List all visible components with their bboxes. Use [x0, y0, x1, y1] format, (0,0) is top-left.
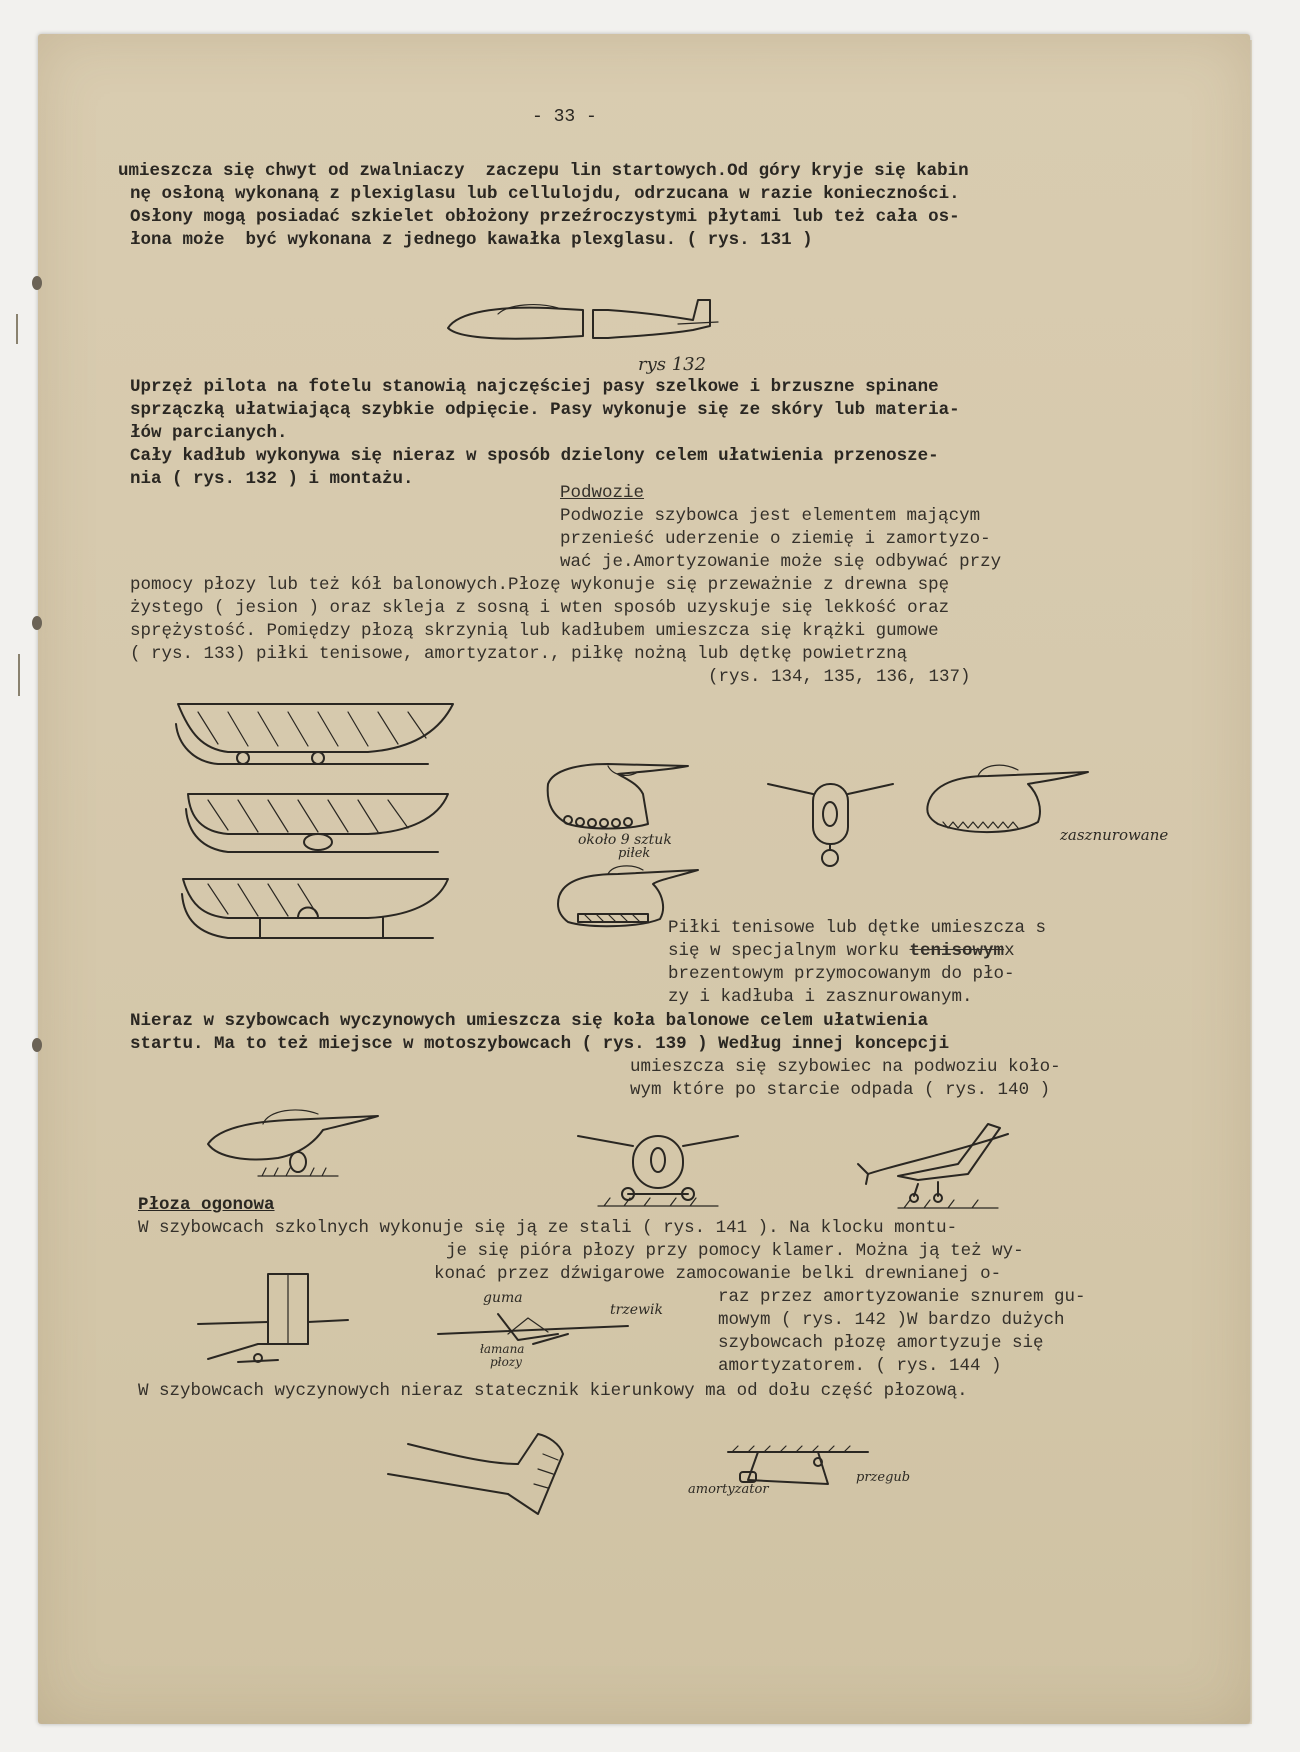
paragraph-line: Piłki tenisowe lub dętke umieszcza s [668, 918, 1047, 938]
figure-label: zasznurowane [1060, 826, 1169, 844]
paragraph-line: pomocy płozy lub też kół balonowych.Płozę wykonuje się przeważnie z drewna spę [130, 575, 950, 595]
binding-thread [16, 314, 18, 344]
paragraph-line: łów parcianych. [130, 423, 288, 443]
paragraph-line: konać przez dźwigarowe zamocowanie belki drewnianej o- [434, 1264, 1002, 1284]
paragraph-line [668, 940, 1015, 963]
paragraph-line: sprzączką ułatwiającą szybkie odpięcie. Pasy wykonuje się ze skóry lub materia- [130, 400, 960, 420]
paragraph-line: zy i kadłuba i zasznurowanym. [668, 987, 973, 1007]
paragraph-line: Podwozie szybowca jest elementem mającym [560, 506, 981, 526]
paragraph-line: amortyzatorem. ( rys. 144 ) [718, 1356, 1002, 1376]
paragraph-line: je się pióra płozy przy pomocy klamer. Można ją też wy- [446, 1241, 1024, 1261]
figure-references: (rys. 134, 135, 136, 137) [708, 667, 971, 687]
binding-hole [32, 616, 42, 630]
paragraph-line: przenieść uderzenie o ziemię i zamortyzo- [560, 529, 991, 549]
document-page [38, 34, 1250, 1724]
fuselage-split-figure [438, 294, 728, 354]
paragraph-line: wym które po starcie odpada ( rys. 140 ) [630, 1080, 1051, 1100]
figure-label: amortyzator [688, 1482, 769, 1497]
paragraph-line: łona może być wykonana z jednego kawałka plexglasu. ( rys. 131 ) [130, 230, 813, 250]
paragraph-line: ( rys. 133) piłki tenisowe, amortyzator., piłkę nożną lub dętkę powietrzną [130, 644, 908, 664]
paragraph-line: Osłony mogą posiadać szkielet obłożony przeźroczystymi płytami lub też cała os- [130, 207, 960, 227]
paragraph-line: W szybowcach wyczynowych nieraz statecznik kierunkowy ma od dołu część płozową. [138, 1381, 968, 1401]
fin-skid-figure [388, 1424, 588, 1534]
struck-word: tenisowym [909, 941, 1005, 961]
paragraph-line: umieszcza się chwyt od zwalniaczy zaczepu lin startowych.Od góry kryje się kabin [118, 161, 969, 181]
page-number: - 33 - [532, 107, 597, 127]
paragraph-line: Nieraz w szybowcach wyczynowych umieszcza się koła balonowe celem ułatwienia [130, 1011, 929, 1031]
rubber-cord-skid-figure [438, 1304, 638, 1374]
paragraph-line: umieszcza się szybowiec na podwoziu koło- [630, 1057, 1061, 1077]
paragraph-line: Cały kadłub wykonywa się nieraz w sposób dzielony celem ułatwienia przenosze- [130, 446, 939, 466]
paragraph-line: W szybowcach szkolnych wykonuje się ją ze stali ( rys. 141 ). Na klocku montu- [138, 1218, 958, 1238]
motor-glider-figure [858, 1114, 1018, 1214]
figure-caption: rys 132 [638, 354, 707, 375]
paragraph-line: nę osłoną wykonaną z plexiglasu lub cellulojdu, odrzucana w razie konieczności. [130, 184, 960, 204]
paragraph-line: brezentowym przymocowanym do pło- [668, 964, 1015, 984]
figure-label: przegub [856, 1470, 911, 1485]
section-heading: Płoza ogonowa [138, 1195, 275, 1215]
front-view-ball-figure [768, 774, 898, 884]
figure-label: około 9 sztuk [578, 832, 672, 848]
paragraph-line: szybowcach płozę amortyzuje się [718, 1333, 1044, 1353]
binding-hole [32, 276, 42, 290]
paragraph-line: startu. Ma to też miejsce w motoszybowcach ( rys. 139 ) Według innej koncepcji [130, 1034, 950, 1054]
balloon-wheel-glider-figure [198, 1104, 388, 1184]
paragraph-line: wać je.Amortyzowanie może się odbywać przy [560, 552, 1002, 572]
steel-tail-skid-figure [198, 1264, 358, 1374]
paragraph-line: mowym ( rys. 142 )W bardzo dużych [718, 1310, 1065, 1330]
skid-rubber-discs-figure [168, 694, 468, 954]
paragraph-line: raz przez amortyzowanie sznurem gu- [718, 1287, 1086, 1307]
paragraph-line: sprężystość. Pomiędzy płozą skrzynią lub kadłubem umieszcza się krążki gumowe [130, 621, 939, 641]
figure-label: trzewik [610, 1302, 663, 1318]
binding-thread [18, 654, 20, 696]
paragraph-line: żystego ( jesion ) oraz skleja z sosną i wten sposób uzyskuje się lekkość oraz [130, 598, 950, 618]
figure-label: piłek [618, 846, 651, 861]
struck-word-tail: x [1004, 941, 1015, 961]
drop-wheels-figure [578, 1124, 738, 1214]
figure-label: łamana [480, 1342, 525, 1356]
paragraph-line: Uprzęż pilota na fotelu stanowią najczęściej pasy szelkowe i brzuszne spinane [130, 377, 939, 397]
figure-label: guma [483, 1290, 523, 1306]
paragraph-line: nia ( rys. 132 ) i montażu. [130, 469, 414, 489]
binding-hole [32, 1038, 42, 1052]
figure-label: płozy [490, 1355, 522, 1369]
paragraph-line-text: się w specjalnym worku [668, 941, 910, 961]
section-heading: Podwozie [560, 483, 645, 503]
